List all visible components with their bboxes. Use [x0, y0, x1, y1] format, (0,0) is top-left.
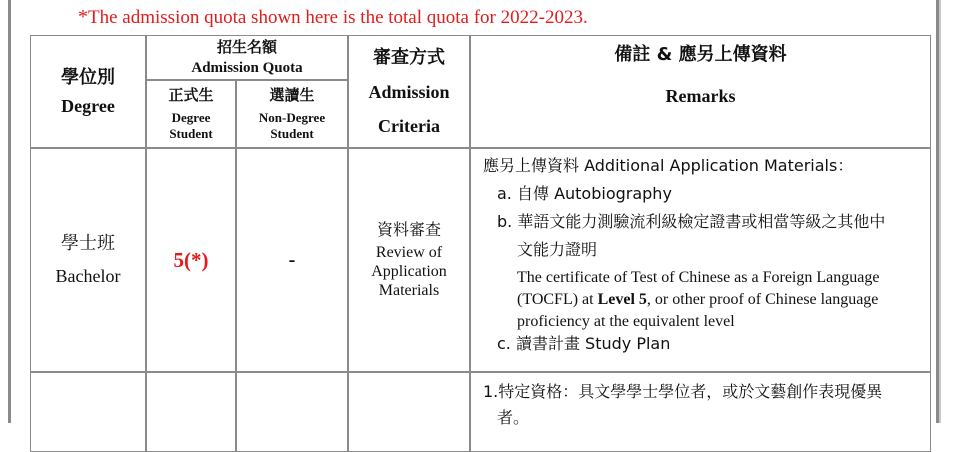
- bachelor-criteria-en-2: Application: [371, 263, 447, 280]
- degree-student-zh: 正式生: [168, 86, 214, 104]
- bachelor-remarks-cell: [470, 148, 931, 372]
- remarks-item-b-en-pre: The certificate of Test of Chinese as a Foreign Language (TOCFL) at: [517, 269, 880, 308]
- remarks-item-b-zh-2: 文能力證明: [517, 240, 598, 259]
- remarks-item-b-zh-1: b. 華語文能力測驗流利級檢定證書或相當等級之其他中: [497, 212, 886, 231]
- degree-student-en-1: Degree: [171, 110, 211, 125]
- header-degree-en: Degree: [61, 95, 115, 116]
- header-remarks: [470, 35, 931, 148]
- remarks-heading: 應另上傳資料 Additional Application Materials：: [483, 156, 854, 175]
- header-criteria: [348, 35, 470, 148]
- quota-note: [78, 6, 588, 29]
- next-remark-line-1: 1.特定資格：具文學學士學位者，或於文藝創作表現優異: [483, 382, 883, 401]
- next-remarks-cell: [470, 372, 931, 452]
- next-degree-cell: [30, 372, 146, 452]
- header-criteria-en-2: Criteria: [378, 115, 440, 136]
- remarks-item-a: a. 自傳 Autobiography: [497, 184, 672, 203]
- header-remarks-en: Remarks: [665, 86, 736, 106]
- header-quota-zh: 招生名額: [216, 38, 277, 56]
- remarks-item-b-en: [483, 267, 920, 333]
- bachelor-criteria-en-1: Review of: [375, 244, 443, 261]
- note-asterisk: *: [78, 6, 88, 28]
- header-quota-en: Admission Quota: [191, 60, 303, 76]
- bachelor-quota-degree-cell: [146, 148, 236, 372]
- header-quota: [146, 35, 348, 80]
- header-criteria-zh: 審查方式: [373, 46, 445, 68]
- bachelor-degree-en: Bachelor: [55, 266, 121, 286]
- non-degree-student-en-1: Non-Degree: [258, 110, 326, 125]
- header-row-1: [30, 35, 931, 80]
- next-quota-degree-cell: [146, 372, 236, 452]
- degree-student-en-2: Student: [169, 126, 213, 141]
- admissions-table: [30, 35, 931, 452]
- header-degree: [30, 35, 146, 148]
- note-text: The admission quota shown here is the total quota for 2022-2023.: [88, 7, 588, 28]
- next-remark-line-2: 者。: [497, 408, 530, 427]
- header-non-degree-student: [236, 80, 348, 148]
- header-degree-zh: 學位別: [61, 66, 115, 88]
- frame-left-border: [8, 0, 11, 423]
- frame-right-shadow: [939, 0, 941, 423]
- remarks-item-b-en-post: , or other proof of Chinese language proficiency at the equivalent level: [517, 291, 879, 330]
- bachelor-quota-non-degree: -: [288, 248, 296, 271]
- bachelor-quota-non-degree-cell: [236, 148, 348, 372]
- bachelor-quota-degree: 5(*): [173, 247, 209, 272]
- bachelor-degree-zh: 學士班: [61, 233, 115, 254]
- next-criteria-cell: [348, 372, 470, 452]
- remarks-item-c: c. 讀書計畫 Study Plan: [497, 334, 671, 353]
- header-remarks-zh: 備註 & 應另上傳資料: [614, 44, 787, 65]
- bachelor-criteria-zh: 資料審查: [376, 220, 441, 239]
- table-row-next: [30, 372, 931, 452]
- bachelor-degree-cell: [30, 148, 146, 372]
- header-criteria-en-1: Admission: [368, 81, 450, 102]
- next-quota-non-degree-cell: [236, 372, 348, 452]
- bachelor-criteria-cell: [348, 148, 470, 372]
- remarks-item-b-en-level: Level 5: [597, 291, 647, 308]
- bachelor-criteria-en-3: Materials: [378, 282, 440, 299]
- table-row-bachelor: [30, 148, 931, 372]
- non-degree-student-zh: 選讀生: [269, 86, 315, 104]
- non-degree-student-en-2: Student: [270, 126, 314, 141]
- header-degree-student: [146, 80, 236, 148]
